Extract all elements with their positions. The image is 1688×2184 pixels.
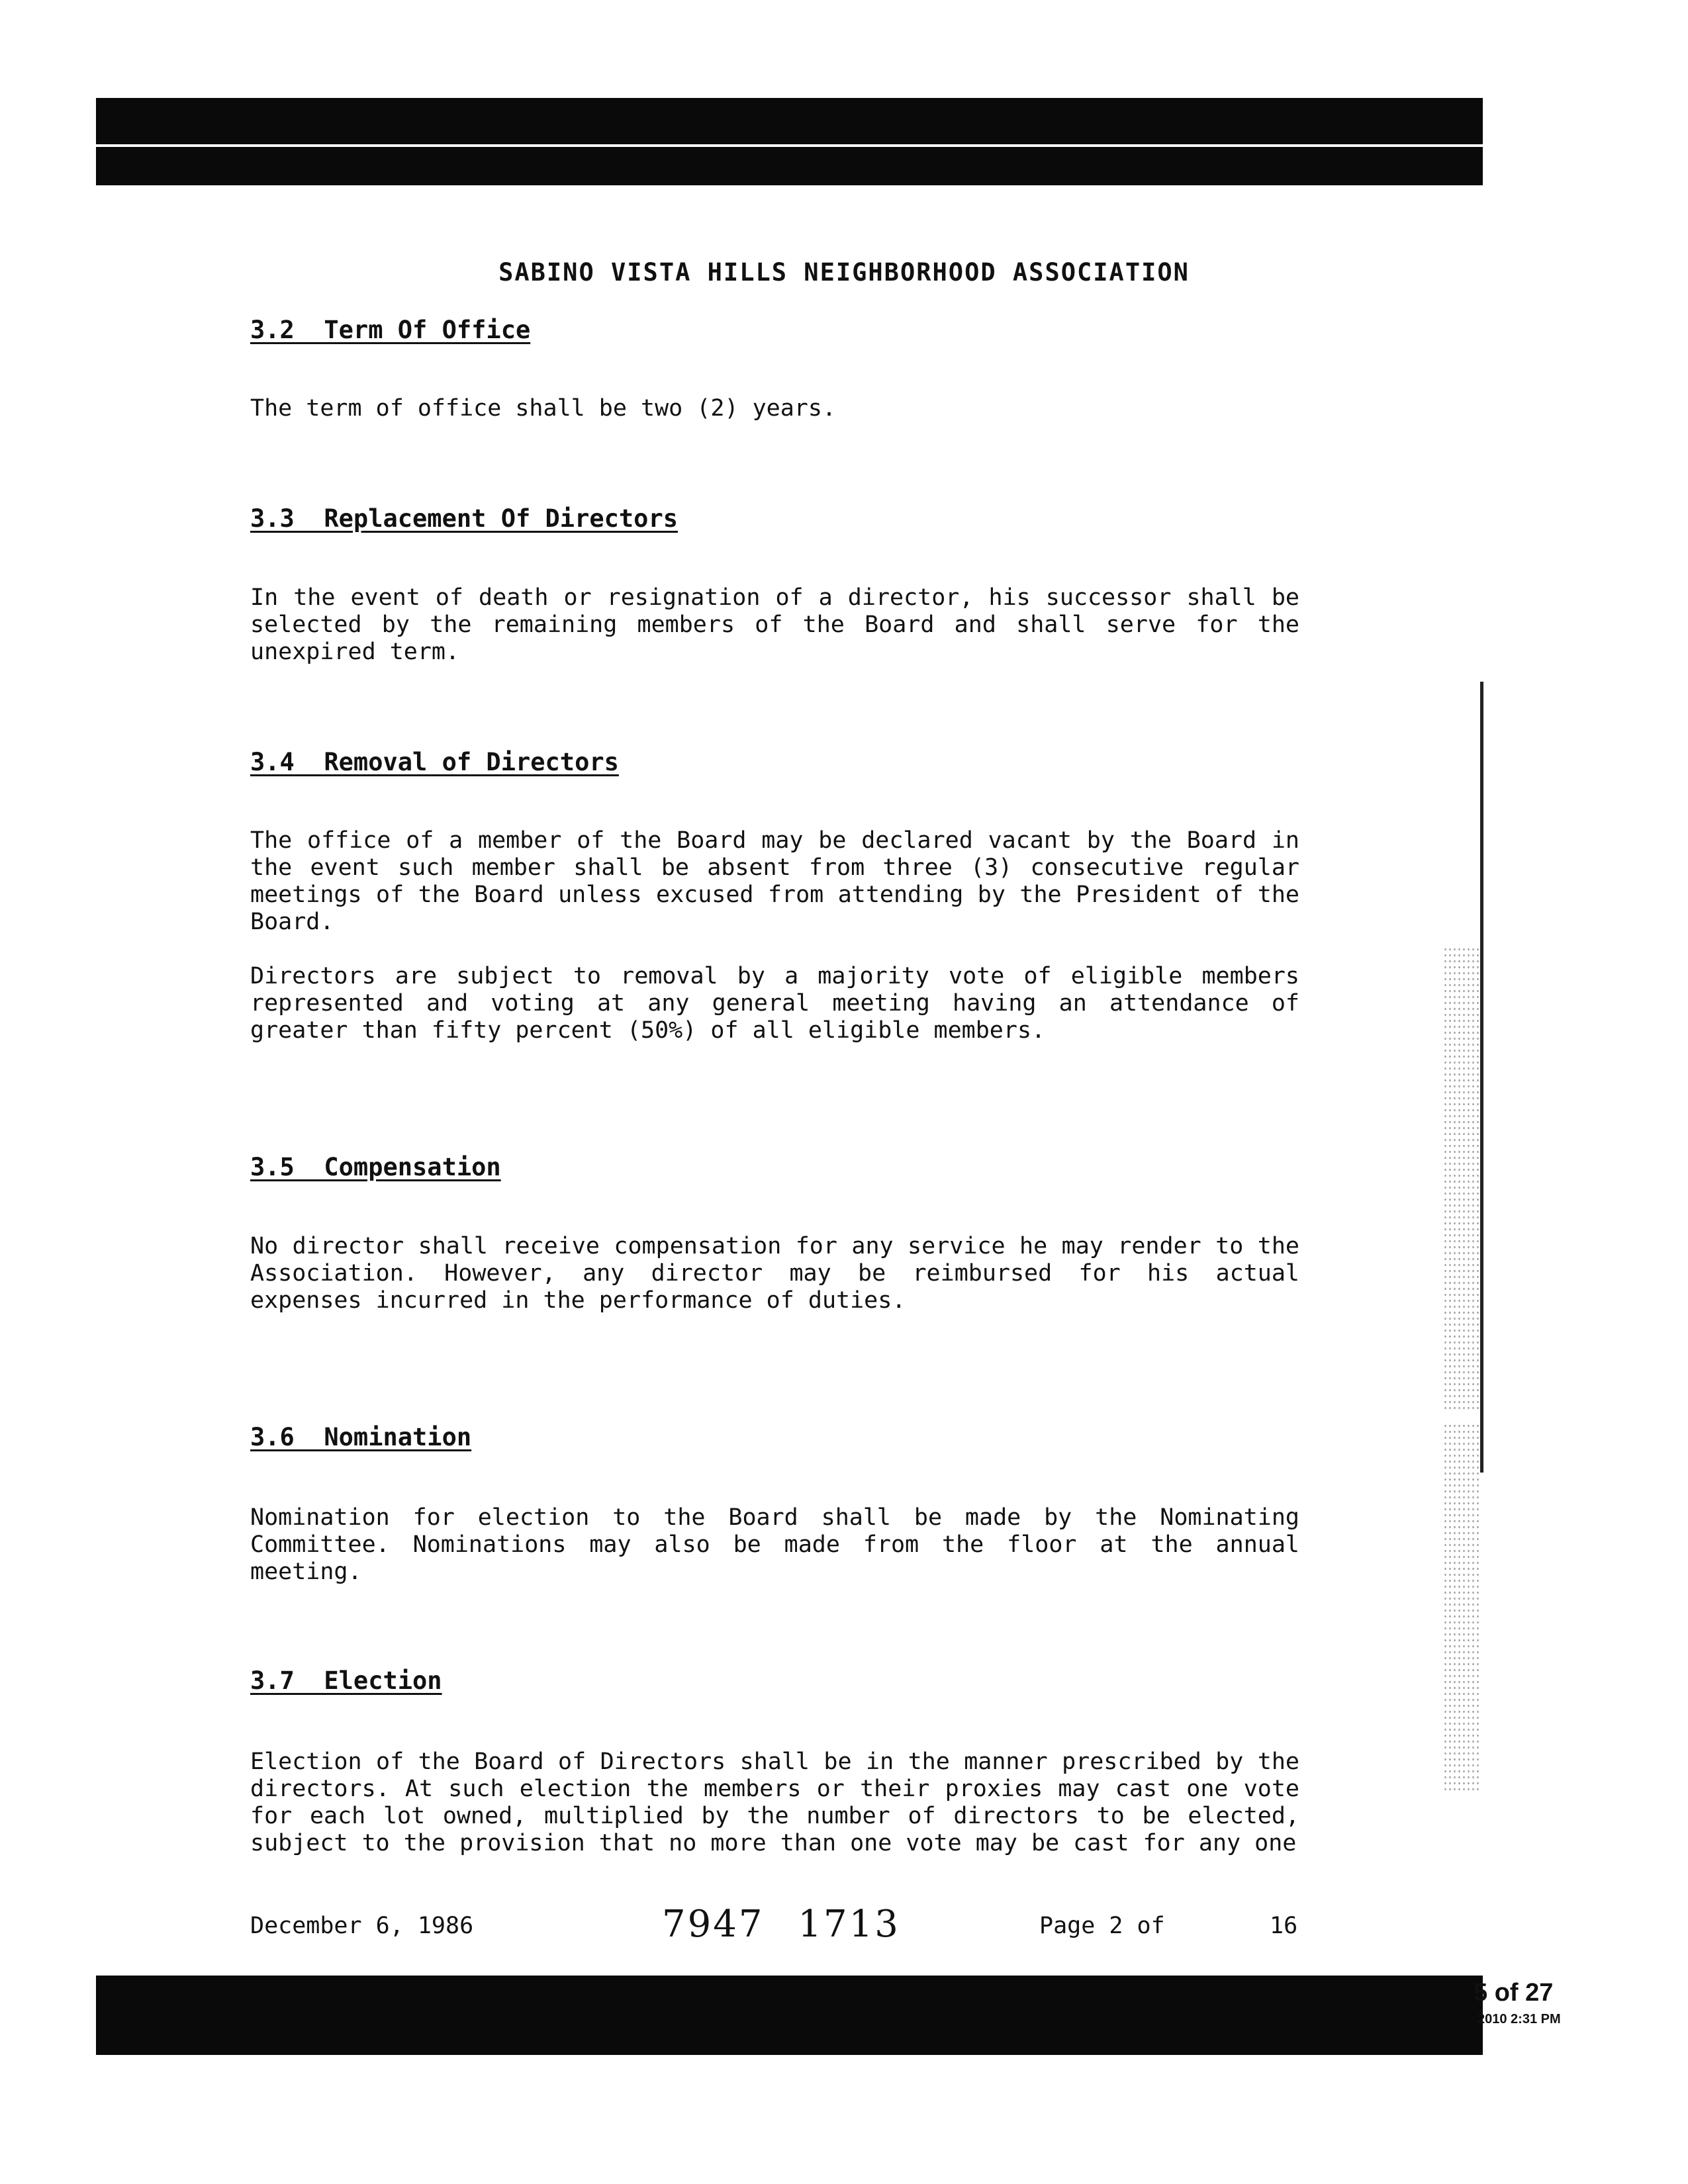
section-paragraph: Directors are subject to removal by a majority vote of eligible members represented and voting at any general meeting having an attendance of greater than fifty percent (50%) of all eligible members. — [250, 963, 1299, 1044]
footer-page-total: 16 — [1270, 1913, 1298, 1939]
section-paragraph: Election of the Board of Directors shall be in the manner prescribed by the directors. At such election the members or their proxies may cast one vote for each lot owned, multiplied by the number of directors to be elected, subject to the provision that no more than one vote may be cast for any one — [250, 1749, 1299, 1856]
scan-top-border — [96, 98, 1483, 185]
document-header: SABINO VISTA HILLS NEIGHBORHOOD ASSOCIATION — [498, 258, 1190, 287]
footer-date: December 6, 1986 — [250, 1913, 474, 1939]
section-paragraph: No director shall receive compensation for any service he may render to the Association. However, any director may be reimbursed for his actual expenses incurred in the performance of duties. — [250, 1233, 1299, 1314]
section-heading-removal: 3.4 Removal of Directors — [250, 748, 619, 776]
side-timestamp: 2010 2:31 PM — [1477, 2012, 1561, 2026]
section-paragraph: The term of office shall be two (2) years. — [250, 395, 837, 422]
section-heading-election: 3.7 Election — [250, 1666, 442, 1695]
scan-noise — [1443, 946, 1479, 1410]
side-page-count: 5 of 27 — [1474, 1979, 1554, 2007]
section-heading-replacement: 3.3 Replacement Of Directors — [250, 504, 679, 533]
scan-noise — [1443, 1423, 1479, 1794]
section-heading-term: 3.2 Term Of Office — [250, 316, 531, 344]
section-paragraph: Nomination for election to the Board shall be made by the Nominating Committee. Nominations may also be made from the floor at the annual meeting. — [250, 1504, 1299, 1585]
section-heading-nomination: 3.6 Nomination — [250, 1423, 472, 1451]
section-heading-compensation: 3.5 Compensation — [250, 1153, 501, 1181]
scan-border-gap — [96, 144, 1483, 147]
section-paragraph: The office of a member of the Board may be declared vacant by the Board in the event such member shall be absent from three (3) consecutive regular meetings of the Board unless excused from attending by the President of the Board. — [250, 827, 1299, 935]
footer-page-label: Page 2 of — [1039, 1913, 1165, 1939]
recording-stamp: 7947 1713 — [662, 1903, 900, 1946]
section-paragraph: In the event of death or resignation of a director, his successor shall be selected by the remaining members of the Board and shall serve for the unexpired term. — [250, 584, 1299, 665]
scan-bottom-border — [96, 1976, 1483, 2055]
scan-right-edge — [1480, 682, 1483, 1473]
